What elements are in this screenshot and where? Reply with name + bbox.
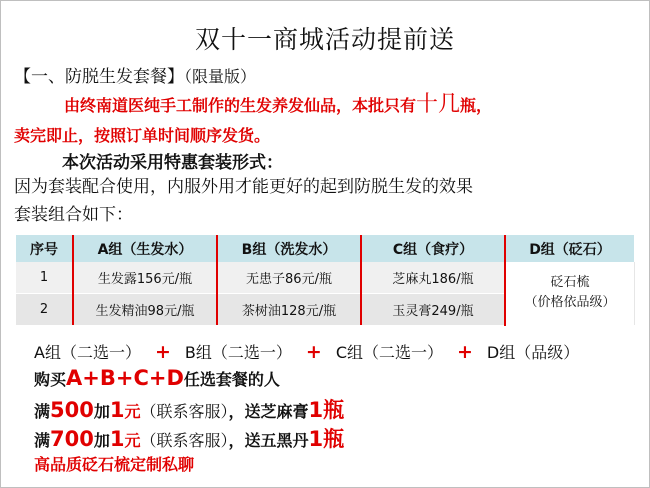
tier-500-line <box>34 394 344 424</box>
combo-intro: 套装组合如下： <box>14 205 133 225</box>
tier-gift: ，送五黑丹 <box>228 431 309 450</box>
cell-group-a: 生发露156元/瓶 <box>73 262 217 294</box>
intro-emphasis: 十几 <box>416 92 461 117</box>
tier-prefix: 满 <box>34 431 51 450</box>
plus-sign: + <box>305 341 322 363</box>
tier-700-line <box>34 423 344 453</box>
header-group-a: A组（生发水） <box>73 235 217 262</box>
cell-group-b: 无患子86元/瓶 <box>217 262 361 294</box>
tier-gift-qty: 1 <box>308 398 324 422</box>
tier-gift-unit: 瓶 <box>323 397 345 422</box>
tier-contact: （联系客服） <box>140 431 229 450</box>
page-title: 双十一商城活动提前送 <box>194 25 455 54</box>
header-index: 序号 <box>16 235 73 262</box>
group-c-letter: C <box>335 343 347 362</box>
intro-line-1 <box>14 90 644 121</box>
group-a-letter: A <box>34 343 45 362</box>
buy-suffix: 任选套餐的人 <box>183 370 280 389</box>
tier-gift-unit: 瓶 <box>323 426 345 451</box>
tier-gift: ，送芝麻膏 <box>228 402 309 421</box>
section-title: 【一、防脱生发套餐】 <box>14 67 184 87</box>
intro-text-2: 瓶， <box>460 96 493 115</box>
plus-sign: + <box>457 341 473 363</box>
section-note: （限量版） <box>184 67 257 86</box>
stone-price: （价格依品级） <box>524 295 616 311</box>
cell-index: 2 <box>16 294 73 326</box>
group-d-letter: D <box>486 343 500 362</box>
tier-prefix: 满 <box>34 402 51 421</box>
package-table <box>16 235 635 326</box>
cell-group-c: 芝麻丸186/瓶 <box>361 262 505 294</box>
tier-add: 加 <box>93 431 110 450</box>
header-group-c: C组（食疗） <box>361 235 505 262</box>
buy-combo: A+B+C+D <box>66 366 184 390</box>
plus-sign: + <box>154 341 171 363</box>
group-a-text: 组（二选一） <box>44 343 141 362</box>
tier-add-amount: 1 <box>109 427 125 451</box>
section-heading <box>14 62 256 87</box>
cell-group-c: 玉灵膏249/瓶 <box>361 294 505 326</box>
cell-group-a: 生发精油98元/瓶 <box>73 294 217 326</box>
cell-group-d <box>505 262 635 325</box>
cell-group-b: 茶树油128元/瓶 <box>217 294 361 326</box>
activity-mode: 本次活动采用特惠套装形式： <box>62 153 283 173</box>
group-selection-line <box>34 340 579 363</box>
tier-add-amount: 1 <box>109 398 125 422</box>
header-group-d: D组（砭石） <box>505 235 635 262</box>
tier-unit: 元 <box>124 431 141 450</box>
intro-text-1: 由终南道医纯手工制作的生发养发仙品，本批只有 <box>64 96 417 115</box>
group-c-text: 组（二选一） <box>346 343 443 362</box>
stone-name: 砭石梳 <box>550 275 590 291</box>
tier-amount: 500 <box>50 398 94 422</box>
buy-prefix: 购买 <box>34 370 67 389</box>
tier-add: 加 <box>93 402 110 421</box>
table-header-row <box>16 235 635 262</box>
intro-paragraph <box>14 90 644 151</box>
table-row <box>16 262 635 294</box>
buy-condition-line <box>34 366 280 390</box>
header-group-b: B组（洗发水） <box>217 235 361 262</box>
tier-gift-qty: 1 <box>308 427 324 451</box>
group-b-letter: B <box>184 343 196 362</box>
reason-text: 因为套装配合使用，内服外用才能更好的起到防脱生发的效果 <box>14 177 473 197</box>
cell-index: 1 <box>16 262 73 294</box>
intro-line-2: 卖完即止，按照订单时间顺序发货。 <box>14 126 271 145</box>
tier-unit: 元 <box>124 402 141 421</box>
tier-contact: （联系客服） <box>140 402 229 421</box>
group-d-text: 组（品级） <box>499 343 580 362</box>
group-b-text: 组（二选一） <box>195 343 292 362</box>
custom-comb-line: 高品质砭石梳定制私聊 <box>34 455 195 474</box>
tier-amount: 700 <box>50 427 94 451</box>
